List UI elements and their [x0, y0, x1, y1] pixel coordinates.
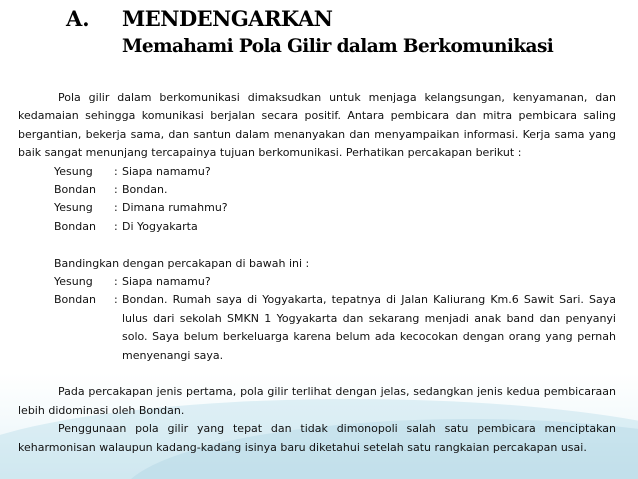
dialog-line: [18, 199, 616, 217]
spacer: [18, 236, 616, 254]
dialog-line: [18, 291, 616, 365]
conclusion-paragraph: Penggunaan pola gilir yang tepat dan tidak dimonopoli salah satu pembicara menciptakan keharmonisan walaupun kadang-kadang isinya baru diketahui setelah satu rangkaian percakapan usai.: [18, 422, 616, 454]
dialog-utterance: Siapa namamu?: [122, 275, 211, 289]
dialog-utterance: Di Yogyakarta: [122, 219, 198, 233]
spacer: [18, 365, 616, 383]
dialog-speaker: Bondan: [54, 183, 96, 197]
intro-paragraph: Pola gilir dalam berkomunikasi dimaksudkan untuk menjaga kelangsungan, kenyamanan, dan kedamaian sehingga komunikasi berjalan secara positif. Antara pembicara dan mitra pembicara saling bergantian, bekerja sama, dan santun dalam menanyakan dan menyampaikan informasi. Kerja sama yang baik sangat menunjang tercapainya tujuan berkomunikasi. Perhatikan percakapan berikut :: [18, 91, 616, 160]
section-title: MENDENGARKAN: [122, 6, 333, 31]
dialog-speaker: Yesung: [54, 201, 93, 215]
dialog-separator: :: [114, 275, 118, 289]
dialog-speaker: Bondan: [54, 219, 96, 233]
dialog-speaker: Yesung: [54, 164, 93, 178]
dialog-separator: :: [114, 164, 118, 178]
conclusion-paragraph: Pada percakapan jenis pertama, pola gilir terlihat dengan jelas, sedangkan jenis kedua pembicaraan lebih didominasi oleh Bondan.: [18, 385, 616, 417]
dialog-separator: :: [114, 219, 118, 233]
section-subtitle: Memahami Pola Gilir dalam Berkomunikasi: [122, 36, 554, 57]
dialog-utterance: Bondan.: [122, 183, 168, 197]
dialog-separator: :: [114, 201, 118, 215]
compare-label: Bandingkan dengan percakapan di bawah ini :: [54, 256, 310, 270]
dialog-separator: :: [114, 183, 118, 197]
section-number: A.: [66, 6, 90, 31]
dialog-separator: :: [114, 293, 118, 307]
dialog-utterance: Bondan. Rumah saya di Yogyakarta, tepatnya di Jalan Kaliurang Km.6 Sawit Sari. Saya lulus dari sekolah SMKN 1 Yogyakarta dan sekarang menjadi anak band dan penyanyi solo. Saya belum berkeluarga karena belum ada kecocokan dengan orang yang pernah menyenangi saya.: [122, 293, 616, 362]
dialog-line: [18, 273, 616, 291]
dialog-line: [18, 181, 616, 199]
dialog-speaker: Yesung: [54, 275, 93, 289]
dialog-utterance: Siapa namamu?: [122, 164, 211, 178]
dialog-speaker: Bondan: [54, 293, 96, 307]
content-body: [18, 89, 616, 457]
dialog-line: [18, 218, 616, 236]
dialog-utterance: Dimana rumahmu?: [122, 201, 228, 215]
dialog-line: [18, 163, 616, 181]
